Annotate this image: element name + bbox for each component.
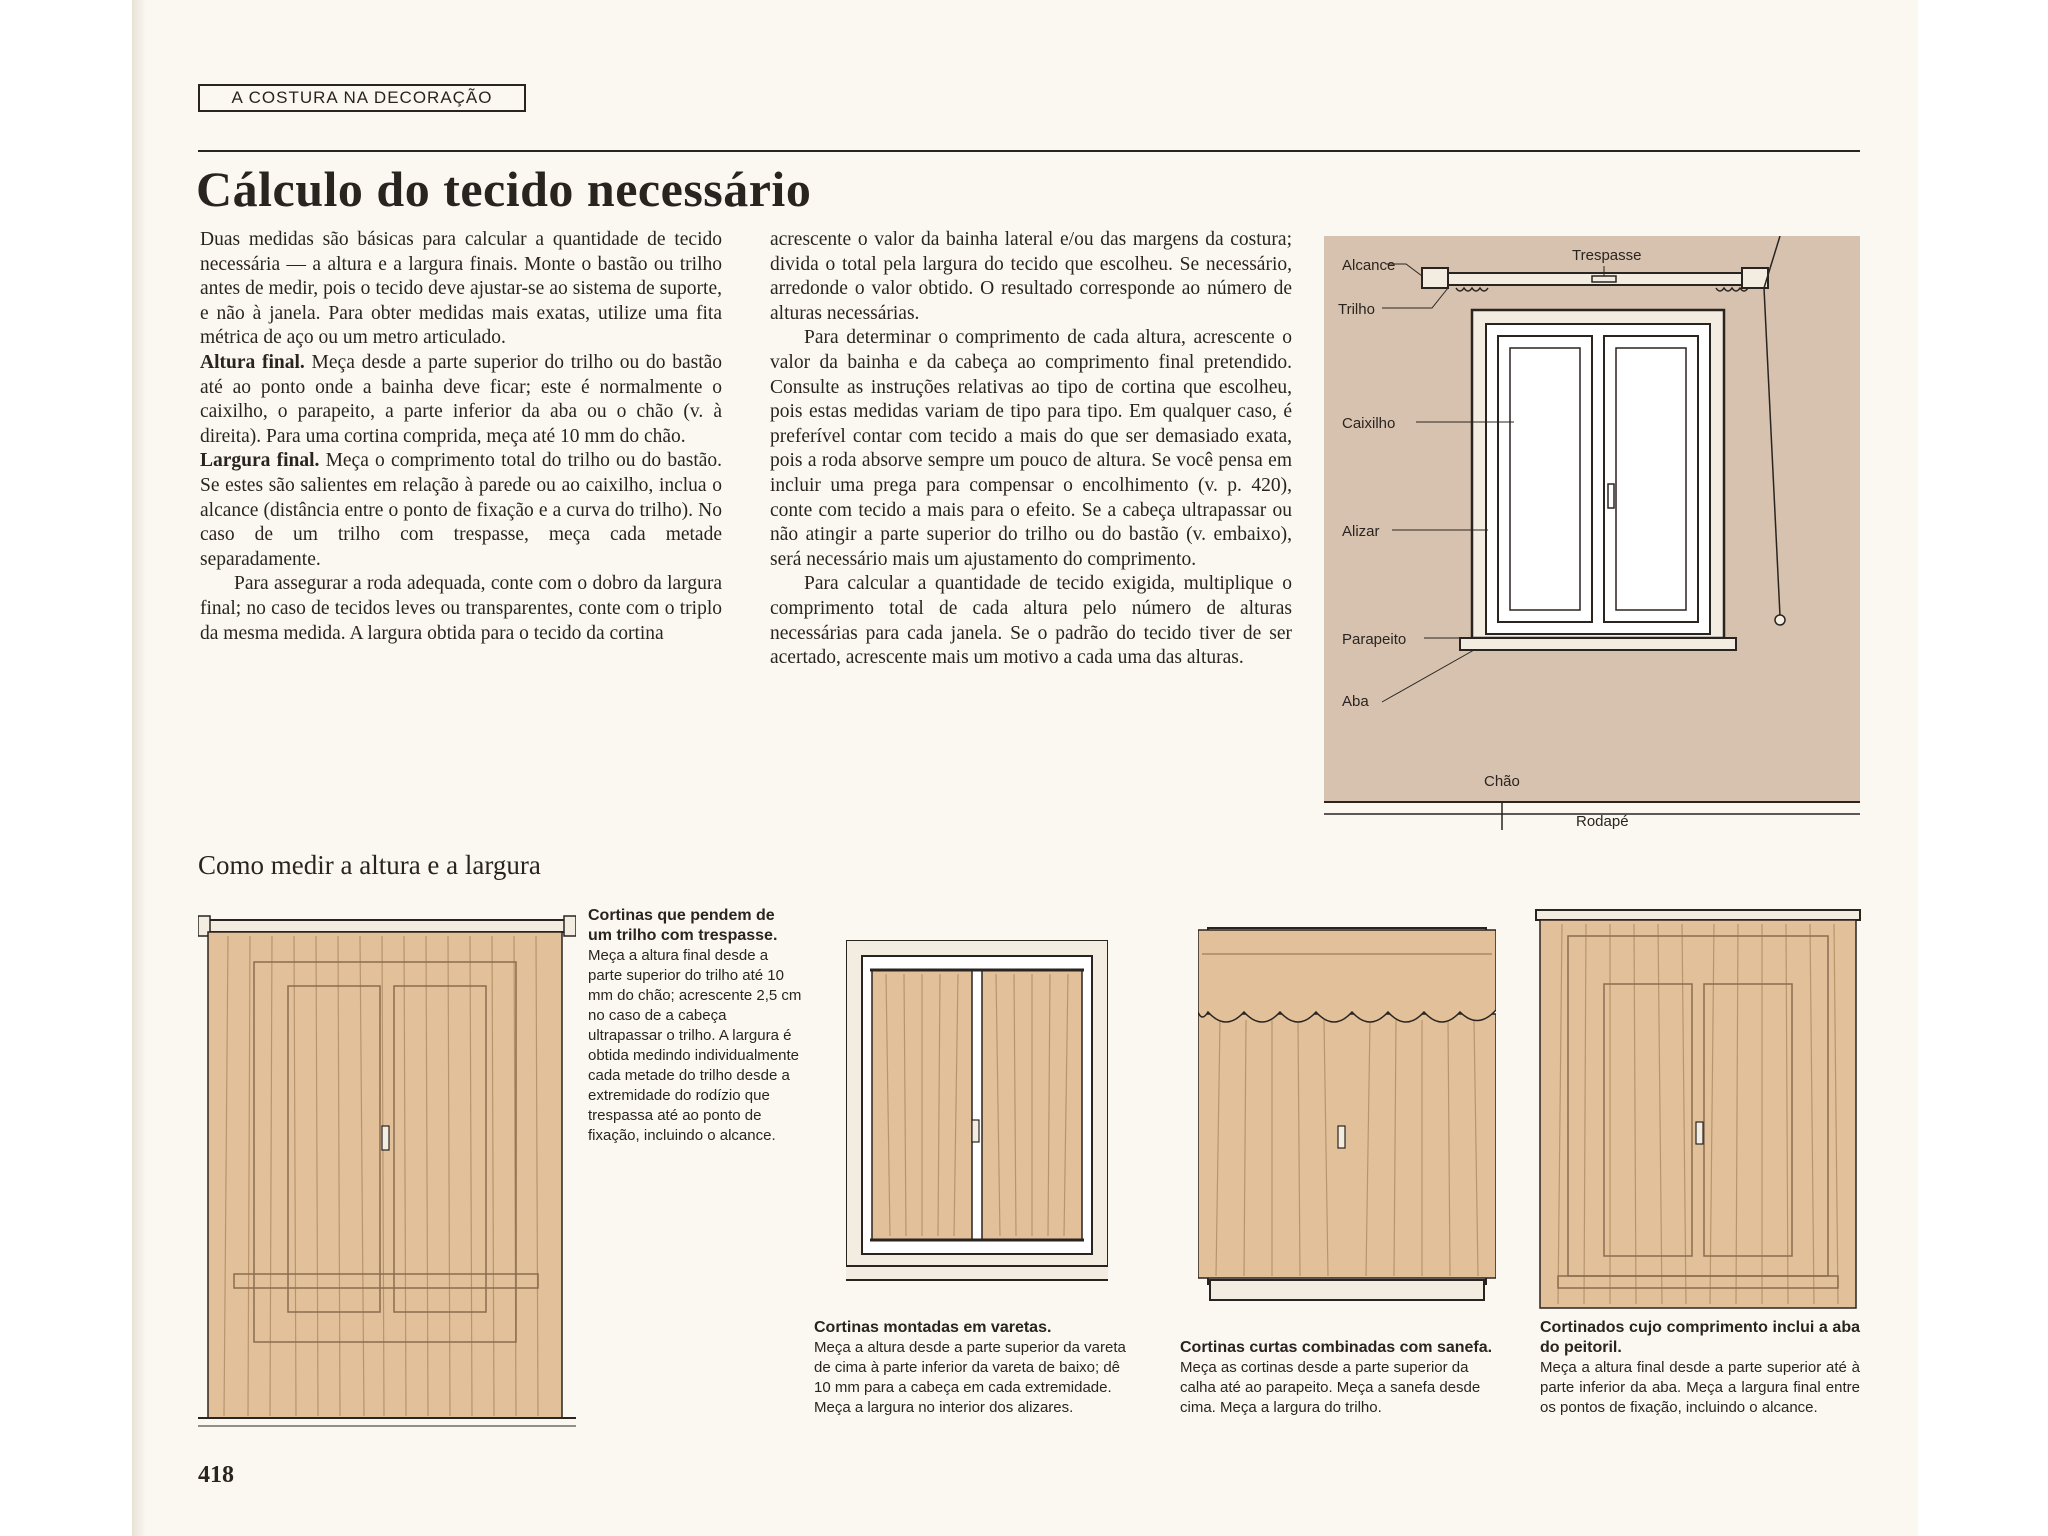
sill [1210,1280,1484,1300]
handle [1696,1122,1703,1144]
curtain-fabric [208,932,562,1418]
caption-text: Meça a altura final desde a parte superior do trilho até 10 mm do chão; acrescente 2,5 cm no caso de a cabeça ultrapassar o trilho. A largura é obtida medindo individualmente cada metade do trilho desde a extremidade do rodízio que trespassa até ao ponto de fixação, incluindo o alcance. [588,947,802,1144]
paragraph-largura [200,449,722,572]
paragraph-text: Para assegurar a roda adequada, conte com o dobro da largura final; no caso de tecidos leves ou transparentes, conte com o triplo da mesma medida. A largura obtida para o tecido da cortina [200,573,722,644]
track [204,920,570,932]
window-anatomy-diagram [1324,236,1860,830]
window-sill [1460,638,1736,650]
sill [846,1266,1108,1280]
sash-right [1604,336,1698,622]
window-handle [1608,484,1614,508]
handle [382,1126,389,1150]
caption-track-overlap [588,906,802,1146]
caption-title: Cortinados cujo comprimento inclui a aba do peitoril. [1540,1319,1860,1356]
label-parapeito: Parapeito [1342,631,1407,648]
label-aba: Aba [1342,693,1369,710]
track-end-right [564,916,576,936]
label-alcance: Alcance [1342,257,1396,274]
illustration-track-overlap [198,902,576,1438]
caption-text: Meça as cortinas desde a parte superior da calha até ao parapeito. Meça a sanefa desde cima. Meça a largura do trilho. [1180,1359,1481,1416]
paragraph-continued [770,228,1292,326]
caption-text: Meça a altura final desde a parte superior até à parte inferior da aba. Meça a largura final entre os pontos de fixação, incluindo o alcance. [1540,1359,1860,1416]
page-edge-shadow [132,0,146,1536]
paragraph-altura [200,351,722,449]
label-chao: Chão [1484,773,1520,790]
handle [1338,1126,1345,1148]
caption-valance [1180,1338,1496,1418]
page-title: Cálculo do tecido necessário [196,161,812,217]
label-trilho: Trilho [1338,301,1375,318]
illustration-sash-rods [846,940,1108,1286]
valance [1198,930,1496,1022]
text-column-1 [200,228,722,646]
curtains [1198,1014,1496,1278]
overlap-arm [1592,276,1616,282]
sash-left [1498,336,1592,622]
paragraph-quantidade [770,572,1292,670]
caption-title: Cortinas curtas combinadas com sanefa. [1180,1339,1493,1356]
paragraph-comprimento [770,326,1292,572]
handle [972,1120,979,1142]
rail-bracket-left [1422,268,1448,288]
subheading: Como medir a altura e a largura [198,850,541,880]
caption-sash-rods [814,1318,1136,1418]
illustration-valance [1198,920,1496,1304]
caption-text: Meça a altura desde a parte superior da vareta de cima à parte inferior da vareta de baixo; dê 10 mm para a cabeça em cada extremidade. Meça a largura no interior dos alizares. [814,1339,1126,1416]
paragraph-text: Meça desde a parte superior do trilho ou do bastão até ao ponto onde a bainha deve ficar; este é normalmente o caixilho, o parapeito, a parte inferior da aba ou o chão (v. à direita). Para uma cortina comprida, meça até 10 mm do chão. [200,351,723,447]
book-page [132,0,1918,1536]
caption-title: Cortinas que pendem de um trilho com trespasse. [588,907,778,944]
paragraph-lead: Largura final. [200,450,320,472]
paragraph-intro [200,228,722,351]
label-caixilho: Caixilho [1342,415,1396,432]
paragraph-roda [200,572,722,646]
label-alizar: Alizar [1342,523,1380,540]
page-number: 418 [198,1462,234,1488]
paragraph-text: Para determinar o comprimento de cada altura, acrescente o valor da bainha e da cabeça ao comprimento final pretendido. Consulte as instruções relativas ao tipo de cortina que escolheu, pois estas medidas variam de tipo para tipo. Em qualquer caso, é preferível contar com tecido a mais do que ser demasiado exata, pois a roda absorve sempre um pouco de altura. Se você pensa em incluir uma prega para compensar o encolhimento (v. p. 420), conte com tecido a mais para o efeito. Se a cabeça ultrapassar ou não atingir a parte superior do trilho ou do bastão (v. embaixo), será necessário mais um ajustamento do comprimento. [770,327,1292,570]
caption-title: Cortinas montadas em varetas. [814,1319,1052,1336]
label-rodape: Rodapé [1576,813,1629,830]
paragraph-text: Duas medidas são básicas para calcular a quantidade de tecido necessária — a altura e a largura finais. Monte o bastão ou trilho antes de medir, pois o tecido deve ajustar-se ao sistema de suporte, e não à janela. Para obter medidas mais exatas, utilize uma fita métrica de aço ou um metro articulado. [200,229,722,349]
paragraph-text: Para calcular a quantidade de tecido exigida, multiplique o comprimento total de cada altura pelo número de alturas necessárias para cada janela. Se o padrão do tecido tiver de ser acertado, acrescente mais um motivo a cada uma das alturas. [770,573,1292,669]
rail-bracket-right [1742,268,1768,288]
illustration-sill-length [1534,896,1862,1314]
paragraph-lead: Altura final. [200,351,305,373]
label-trespasse: Trespasse [1572,247,1642,264]
paragraph-text: Meça o comprimento total do trilho ou do bastão. Se estes são salientes em relação à parede ou ao caixilho, inclua o alcance (distância entre o ponto de fixação e a curva do trilho). No caso de um trilho com trespasse, meça cada metade separadamente. [200,450,723,570]
curtains [1540,920,1856,1308]
caption-sill-length [1540,1318,1860,1418]
cord-weight [1775,615,1785,625]
rail [1536,910,1860,920]
paragraph-text: acrescente o valor da bainha lateral e/ou das margens da costura; divida o total pela largura do tecido que escolheu. Se necessário, arredonde o valor obtido. O resultado corresponde ao número de alturas necessárias. [770,229,1292,324]
header-rule [198,150,1860,152]
text-column-2 [770,228,1292,671]
section-tag: A COSTURA NA DECORAÇÃO [198,84,526,112]
